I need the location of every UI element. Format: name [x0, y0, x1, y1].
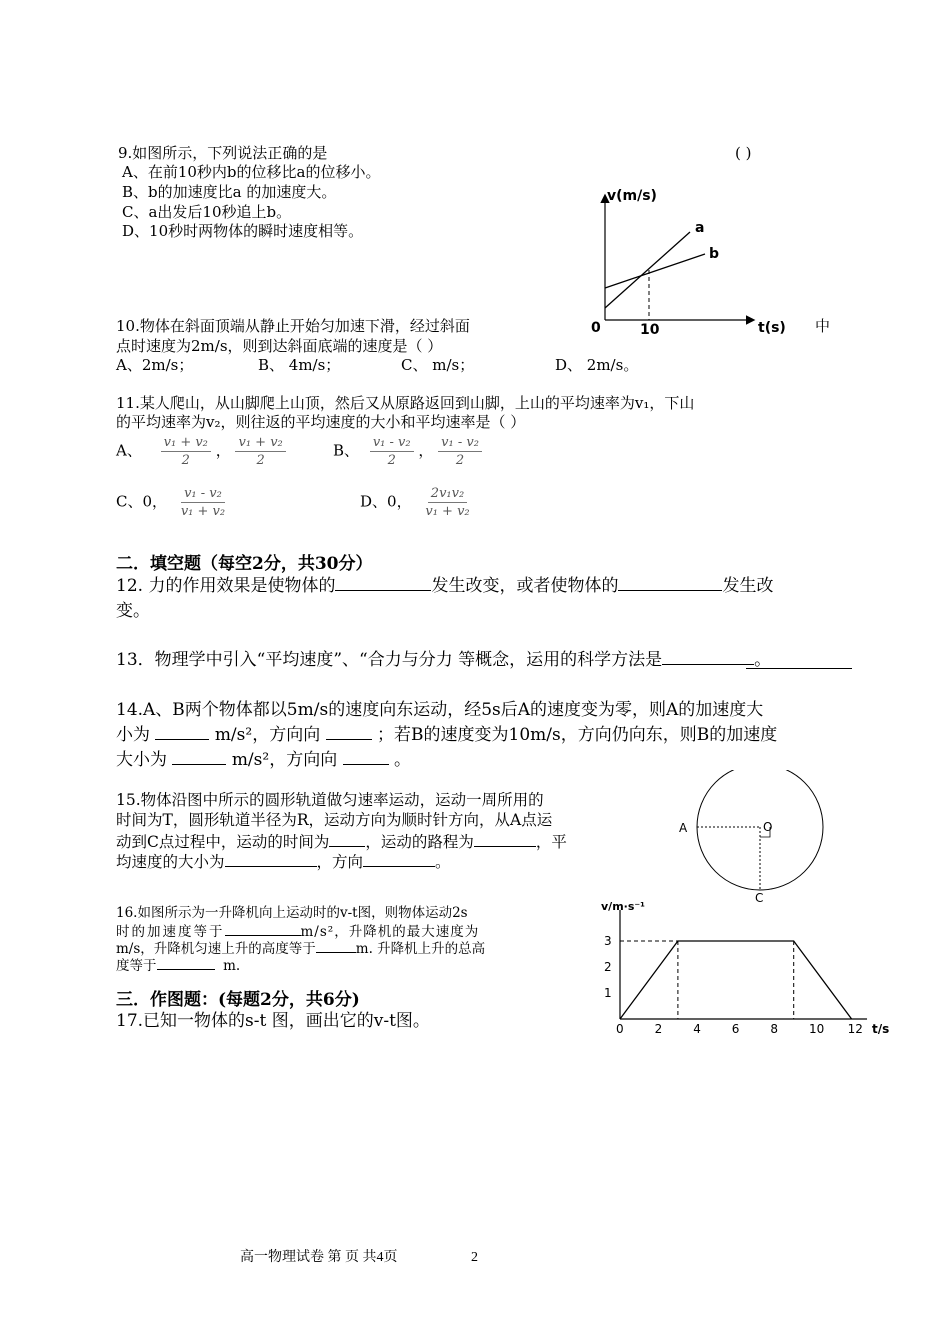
q14-l3-c: 。	[394, 750, 412, 770]
q10-option-c: C、 m/s；	[401, 356, 475, 374]
q11-c-den: v₁ + v₂	[180, 504, 226, 519]
q16-l4-a: 度等于	[116, 958, 157, 974]
q11-line2: 的平均速率为v₂，则往返的平均速度的大小和平均速率是（ ）	[116, 413, 526, 431]
q16-blank-2[interactable]	[316, 939, 356, 953]
q12-part-a: 12. 力的作用效果是使物体的	[116, 576, 336, 596]
q16-velocity-line	[620, 941, 852, 1019]
section3-title: 三．作图题：(每题2分，共6分)	[116, 990, 360, 1010]
q9-line-a	[605, 232, 690, 308]
q16-l3-a: m/s，升降机匀速上升的高度等于	[116, 941, 316, 957]
q12-blank-2[interactable]	[618, 574, 722, 591]
q11-line1: 11.某人爬山，从山脚爬上山顶，然后又从原路返回到山脚，上山的平均速率为v₁，下山	[116, 394, 695, 412]
q17-text: 17.已知一物体的s-t 图，画出它的v-t图。	[116, 1011, 430, 1031]
q14-blank-4[interactable]	[343, 748, 389, 765]
q11-a-fraction-2	[235, 434, 285, 469]
q12-line1	[116, 574, 773, 598]
q12-part-b: 发生改变，或者使物体的	[431, 576, 619, 596]
q16-x-tick-label: 10	[809, 1022, 825, 1034]
q11-a-sep: ，	[215, 441, 231, 460]
q16-l2-a: 时的加速度等于	[116, 924, 225, 940]
q15-l3-a: 动到C点过程中，运动的时间为	[116, 833, 330, 851]
q11-option-d	[360, 485, 473, 520]
q11-b-f2-num: v₁ - v₂	[438, 434, 482, 452]
q11-b-fraction-1	[370, 434, 414, 469]
q9-stem: 9.如图所示，下列说法正确的是	[118, 144, 328, 162]
q14-blank-2[interactable]	[326, 723, 372, 740]
q11-d-label: D、0，	[360, 492, 412, 511]
q15-blank-3[interactable]	[225, 850, 317, 867]
q11-option-c	[116, 485, 228, 520]
q14-blank-3[interactable]	[172, 748, 226, 765]
q12-part-c: 发生改	[722, 576, 774, 596]
q16-x-tick-label: 8	[770, 1022, 779, 1034]
q12-blank-1[interactable]	[335, 574, 431, 591]
q16-blank-1[interactable]	[225, 922, 301, 936]
q10-option-a: A、2m/s；	[116, 356, 194, 374]
q15-line1: 15.物体沿图中所示的圆形轨道做匀速率运动，运动一周所用的	[116, 791, 544, 809]
q14-l2-b: m/s²，方向向	[214, 725, 321, 745]
q11-d-num: 2v₁v₂	[428, 485, 467, 503]
q11-c-fraction	[178, 485, 228, 520]
q10-line1-end: 中	[815, 317, 831, 335]
q11-c-num: v₁ - v₂	[181, 485, 225, 503]
q9-line-b	[605, 254, 705, 288]
q10-option-b: B、 4m/s；	[258, 356, 341, 374]
q11-a-f2-den: 2	[256, 453, 265, 468]
q16-y-tick-label: 1	[604, 986, 612, 1000]
footer-text: 高一物理试卷 第 页 共4页	[240, 1250, 398, 1265]
q16-x-tick-label: 6	[731, 1022, 740, 1034]
q15-label-a: A	[679, 821, 688, 835]
q11-a-f2-num: v₁ + v₂	[235, 434, 285, 452]
q9-bracket: ( )	[735, 144, 752, 162]
q9-label-a: a	[695, 220, 705, 236]
q15-blank-4[interactable]	[363, 850, 435, 867]
q15-l4-b: ，方向	[316, 853, 364, 871]
q9-option-b: B、b的加速度比a 的加速度大。	[122, 183, 337, 201]
q15-l4-a: 均速度的大小为	[116, 853, 225, 871]
q11-b-fraction-2	[438, 434, 482, 469]
q15-label-c: C	[755, 891, 764, 905]
q16-x-tick-label: 4	[693, 1022, 701, 1034]
q11-option-b	[333, 434, 482, 469]
q9-label-b: b	[709, 246, 720, 262]
q15-line3	[116, 830, 567, 852]
q15-l3-b: ，运动的路程为	[365, 833, 474, 851]
q10-option-d: D、 2m/s。	[555, 356, 639, 374]
q11-b-sep: ，	[418, 441, 434, 460]
q15-l4-c: 。	[435, 853, 451, 871]
q15-circle-figure	[675, 770, 825, 905]
q15-blank-1[interactable]	[329, 830, 365, 847]
q11-option-a	[116, 434, 286, 469]
footer-page-number: 2	[471, 1250, 478, 1265]
q9-tick-10: 10	[640, 322, 660, 338]
q11-d-den: v₁ + v₂	[425, 504, 470, 519]
q15-label-o: O	[763, 820, 773, 834]
q13-text: 13．物理学中引入“平均速度”、“合力与分力 等概念，运用的科学方法是	[116, 650, 663, 670]
q16-l3-b: m. 升降机上升的总高	[355, 941, 486, 957]
q11-a-label: A、	[116, 441, 142, 460]
q13-underline-tail	[746, 668, 852, 669]
q9-option-d: D、10秒时两物体的瞬时速度相等。	[122, 222, 364, 240]
q14-l3-b: m/s²，方向向	[231, 750, 338, 770]
q9-option-a: A、在前10秒内b的位移比a的位移小。	[122, 163, 381, 181]
q12-line2: 变。	[116, 601, 150, 621]
q11-a-fraction-1	[161, 434, 211, 469]
q11-b-label: B、	[333, 441, 360, 460]
q16-blank-3[interactable]	[157, 956, 215, 970]
q11-b-f1-num: v₁ - v₂	[370, 434, 414, 452]
q11-d-fraction	[422, 485, 472, 520]
q14-line2	[116, 723, 777, 747]
section2-title: 二．填空题（每空2分，共30分）	[116, 554, 373, 574]
q16-line1: 16.如图所示为一升降机向上运动时的v-t图，则物体运动2s	[116, 905, 468, 921]
q16-x-label: t/s	[872, 1022, 890, 1034]
q15-blank-2[interactable]	[474, 830, 536, 847]
q16-y-label: v/m·s⁻¹	[601, 900, 645, 913]
q10-line2: 点时速度为2m/s，则到达斜面底端的速度是（ ）	[116, 337, 443, 355]
q14-line3	[116, 748, 411, 772]
q13-end: 。	[754, 650, 772, 670]
q14-l2-a: 小为	[116, 725, 150, 745]
q16-vt-chart	[595, 896, 905, 1034]
q9-origin: 0	[591, 320, 601, 336]
q16-l2-b: m/s²，升降机的最大速度为	[300, 924, 480, 940]
q16-x-tick-label: 12	[847, 1022, 863, 1034]
q11-a-f1-num: v₁ + v₂	[161, 434, 211, 452]
q16-y-tick-label: 3	[604, 934, 612, 948]
q14-line1: 14.A、B两个物体都以5m/s的速度向东运动，经5s后A的速度变为零，则A的加速度大	[116, 700, 764, 720]
q16-x-tick-label: 0	[616, 1022, 624, 1034]
q14-blank-1[interactable]	[155, 723, 209, 740]
q13-blank[interactable]	[662, 648, 754, 665]
q14-l3-a: 大小为	[116, 750, 167, 770]
q11-c-label: C、0，	[116, 492, 168, 511]
q9-x-label: t(s)	[758, 320, 786, 336]
q16-line4	[116, 956, 240, 975]
q15-line4	[116, 850, 451, 872]
q13-line	[116, 648, 771, 672]
q11-b-f2-den: 2	[455, 453, 465, 468]
q14-l2-c: ；若B的速度变为10m/s，方向仍向东，则B的加速度	[377, 725, 778, 745]
q9-vt-graph	[585, 180, 835, 340]
q15-line2: 时间为T，圆形轨道半径为R，运动方向为顺时针方向，从A点运	[116, 811, 553, 829]
q15-l3-c: ，平	[535, 833, 567, 851]
q9-option-c: C、a出发后10秒追上b。	[122, 203, 292, 221]
q16-l4-b: m.	[223, 958, 241, 974]
q11-b-f1-den: 2	[387, 453, 396, 468]
q11-a-f1-den: 2	[181, 453, 190, 468]
q16-x-tick-label: 2	[654, 1022, 663, 1034]
q16-y-tick-label: 2	[604, 960, 612, 974]
q10-line1: 10.物体在斜面顶端从静止开始匀加速下滑，经过斜面	[116, 317, 470, 335]
q9-y-label: v(m/s)	[607, 188, 657, 204]
